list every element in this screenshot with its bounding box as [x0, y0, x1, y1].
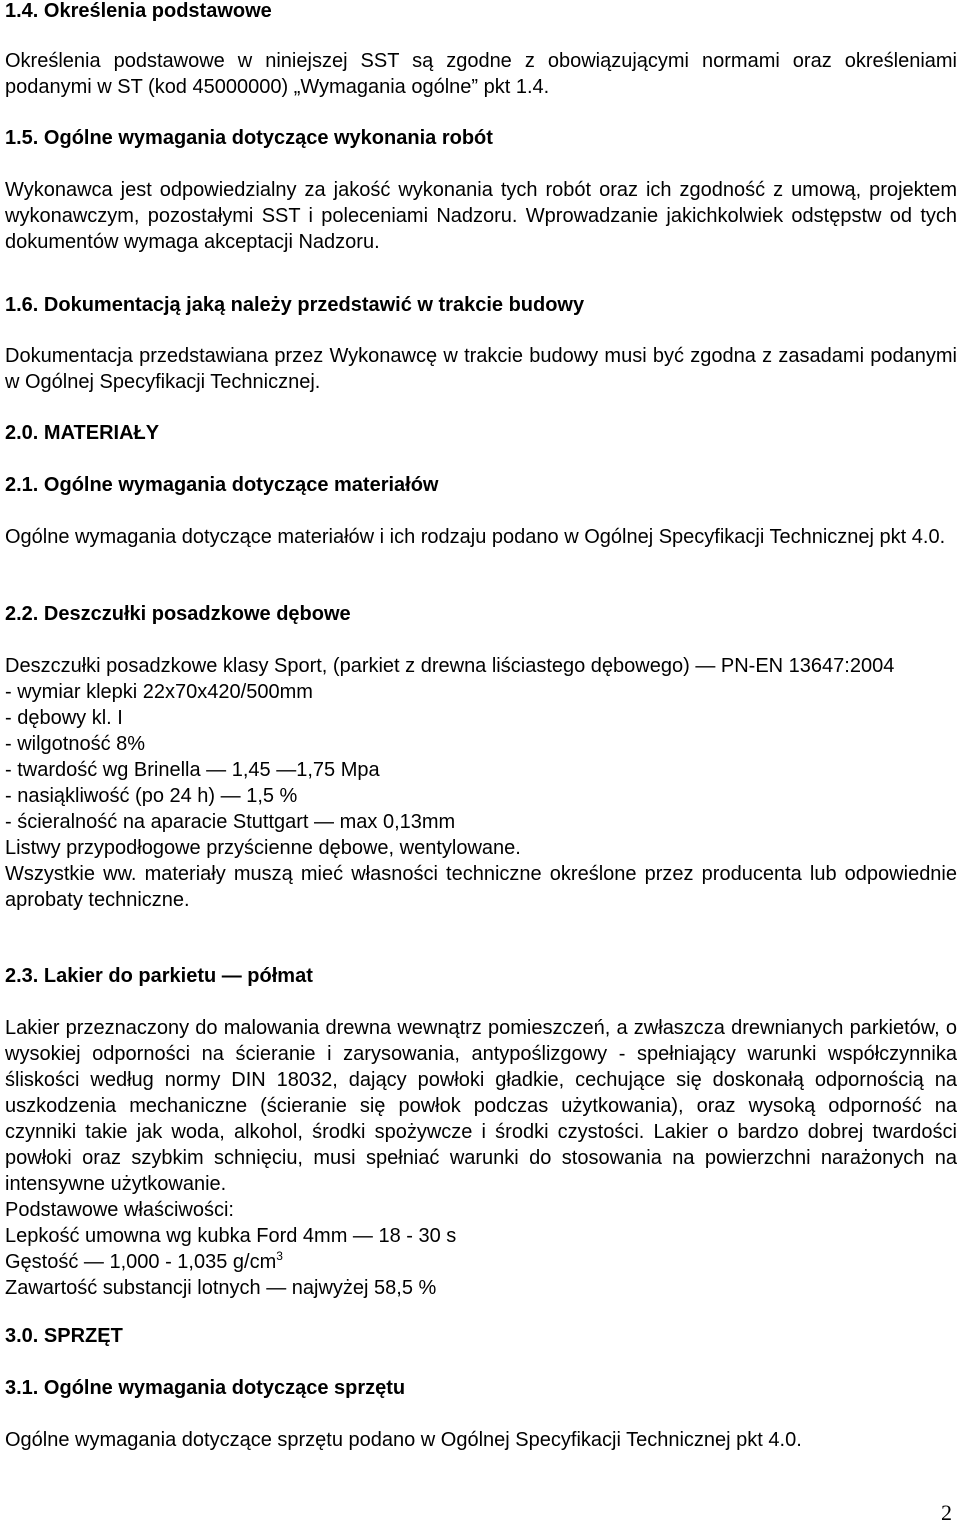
section-body-3-1: Ogólne wymagania dotyczące sprzętu podano w Ogólnej Specyfikacji Technicznej pkt 4.0. — [5, 1429, 802, 1451]
list-item: - wymiar klepki 22x70x420/500mm — [5, 681, 313, 703]
section-body-2-3 — [5, 1015, 957, 1301]
materials-intro: Deszczułki posadzkowe klasy Sport, (parkiet z drewna liściastego dębowego) — PN-EN 13647:2004 — [5, 655, 895, 677]
property-volatile: Zawartość substancji lotnych — najwyżej 58,5 % — [5, 1277, 437, 1299]
superscript: 3 — [276, 1249, 283, 1263]
property-density-text: Gęstość — 1,000 - 1,035 g/cm — [5, 1251, 277, 1273]
list-item: - ścieralność na aparacie Stuttgart — max 0,13mm — [5, 811, 456, 833]
varnish-description: Lakier przeznaczony do malowania drewna wewnątrz pomieszczeń, a zwłaszcza drewnianych parkietów, o wysokiej odporności na ścieranie i zarysowania, antypoślizgowy - spełniający warunki współczynnika śliskości według normy DIN 18032, dający powłoki gładkie, cechujące się doskonałą odpornością na uszkodzenia mechaniczne (ścieranie się powłok podczas użytkowania), oraz wysoką odporność na czynniki takie jak woda, alkohol, środki spożywcze i środki czystości. Lakier o bardzo dobrej twardości powłoki oraz szybkim schnięciu, musi spełniać warunki do stosowania na powierzchni narażonych na intensywne użytkowanie. — [5, 1017, 957, 1195]
property-viscosity: Lepkość umowna wg kubka Ford 4mm — 18 - 30 s — [5, 1225, 457, 1247]
section-heading-3-1: 3.1. Ogólne wymagania dotyczące sprzętu — [5, 1377, 406, 1399]
section-heading-1-4: 1.4. Określenia podstawowe — [5, 0, 272, 22]
section-heading-1-5: 1.5. Ogólne wymagania dotyczące wykonania robót — [5, 127, 493, 149]
properties-label: Podstawowe właściwości: — [5, 1199, 234, 1221]
section-body-1-4: Określenia podstawowe w niniejszej SST są zgodne z obowiązującymi normami oraz określeniami podanymi w ST (kod 45000000) „Wymagania ogólne” pkt 1.4. — [5, 50, 957, 98]
section-body-1-6: Dokumentacja przedstawiana przez Wykonawcę w trakcie budowy musi być zgodna z zasadami podanymi w Ogólnej Specyfikacji Technicznej. — [5, 345, 957, 393]
list-item: - twardość wg Brinella — 1,45 —1,75 Mpa — [5, 759, 380, 781]
page-number: 2 — [941, 1500, 952, 1525]
list-item: - wilgotność 8% — [5, 733, 146, 755]
section-heading-1-6: 1.6. Dokumentacją jaką należy przedstawić w trakcie budowy — [5, 294, 585, 316]
section-heading-2-3: 2.3. Lakier do parkietu — półmat — [5, 965, 313, 987]
materials-note: Listwy przypodłogowe przyścienne dębowe, wentylowane. — [5, 837, 521, 859]
section-body-2-2 — [5, 653, 957, 913]
list-item: - nasiąkliwość (po 24 h) — 1,5 % — [5, 785, 298, 807]
section-heading-2-2: 2.2. Deszczułki posadzkowe dębowe — [5, 603, 351, 625]
section-body-2-1: Ogólne wymagania dotyczące materiałów i ich rodzaju podano w Ogólnej Specyfikacji Technicznej pkt 4.0. — [5, 526, 946, 548]
property-density — [5, 1249, 957, 1275]
section-heading-2-1: 2.1. Ogólne wymagania dotyczące materiałów — [5, 474, 439, 496]
section-heading-3-0: 3.0. SPRZĘT — [5, 1325, 123, 1347]
section-heading-2-0: 2.0. MATERIAŁY — [5, 422, 160, 444]
list-item: - dębowy kl. I — [5, 707, 123, 729]
section-body-1-5: Wykonawca jest odpowiedzialny za jakość wykonania tych robót oraz ich zgodność z umową, projektem wykonawczym, pozostałymi SST i poleceniami Nadzoru. Wprowadzanie jakichkolwiek odstępstw od tych dokumentów wymaga akceptacji Nadzoru. — [5, 179, 957, 253]
materials-note: Wszystkie ww. materiały muszą mieć własności techniczne określone przez producenta lub odpowiednie aprobaty techniczne. — [5, 863, 957, 911]
